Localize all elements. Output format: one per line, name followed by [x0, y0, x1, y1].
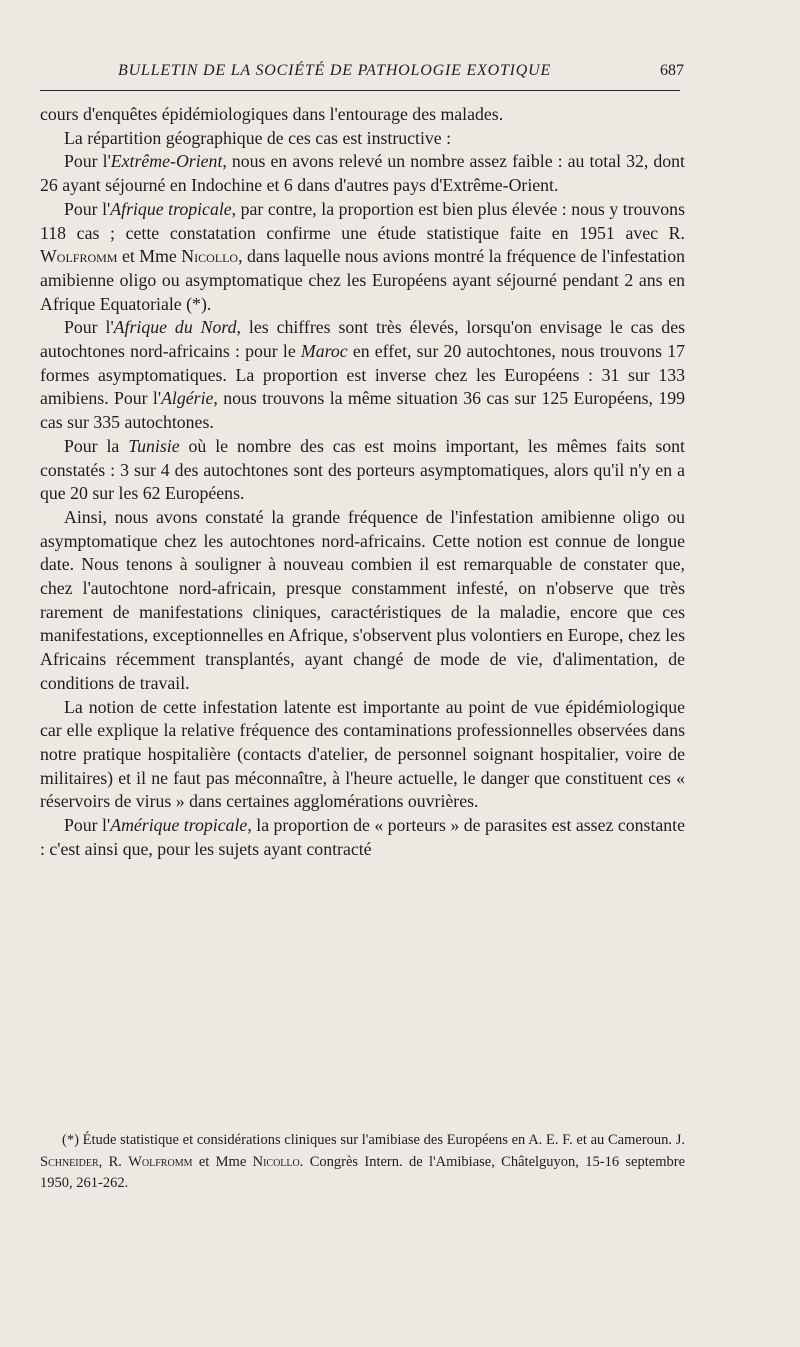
text-run: Pour l' — [64, 198, 111, 219]
paragraph — [40, 435, 685, 506]
text-run: cours d'enquêtes épidémiologiques dans l'entourage des malades. — [40, 104, 504, 124]
author-name: Nicollo — [252, 1153, 300, 1170]
text-run: . Congrès Intern. de l'Amibiase, Châtelguyon, 15-16 septembre 1950, 261-262. — [40, 1153, 686, 1191]
text-run: et Mme — [117, 246, 182, 267]
text-run: et Mme — [192, 1153, 253, 1170]
italic-term: Maroc — [300, 341, 348, 362]
paragraph — [40, 506, 685, 696]
paragraph — [40, 814, 685, 861]
paragraph — [40, 316, 685, 435]
italic-term: Tunisie — [128, 435, 180, 456]
author-name: Nicollo — [181, 246, 239, 267]
text-run: La notion de cette infestation latente est importante au point de vue épidémiologique car elle explique la relative fréquence des contaminations professionnelles observées dans notre pratique hospitalière (contacts d'atelier, de personnel soignant hospitalier, voire de militaires) et il ne faut pas méconnaître, à l'heure actuelle, le danger que constituent ces « réservoirs de virus » dans certaines agglomérations ouvrières. — [40, 696, 685, 812]
text-run: Ainsi, nous avons constaté la grande fréquence de l'infestation amibienne oligo ou asymptomatique chez les autochtones nord-africains. Cette notion est connue de longue date. Nous tenons à souligner à nouveau combien il est remarquable de constater que, chez l'autochtone nord-africain, presque constamment infesté, on n'observe que très rarement de manifestations cliniques, caractéristiques de la maladie, encore que ces manifestations, exceptionnelles en Afrique, s'observent plus volontiers en Europe, chez les Africains récemment transplantés, ayant changé de mode de vie, d'alimentation, de conditions de travail. — [40, 506, 685, 693]
text-run: Pour l' — [64, 317, 114, 338]
author-name: Wolfromm — [128, 1153, 193, 1170]
text-run: , la proportion de « porteurs » de parasites est assez constante : c'est ainsi que, pour les sujets ayant contracté — [40, 815, 685, 859]
italic-term: Amérique tropicale — [110, 815, 248, 836]
text-run: Pour l' — [64, 815, 111, 836]
text-run: La répartition géographique de ces cas est instructive : — [64, 127, 452, 148]
running-title: BULLETIN DE LA SOCIÉTÉ DE PATHOLOGIE EXOTIQUE — [118, 62, 552, 79]
italic-term: Algérie — [161, 388, 214, 409]
footnote-text — [40, 1130, 685, 1195]
paragraph — [40, 198, 685, 317]
text-run: , par contre, la proportion est bien plus élevée : nous y trouvons 118 cas ; cette constatation confirme une étude statistique faite en 1951 avec R. — [40, 198, 685, 243]
italic-term: Extrême-Orient — [110, 151, 223, 172]
paragraph — [40, 150, 685, 197]
author-name: Wolfromm — [40, 246, 118, 267]
text-run: en effet, sur 20 autochtones, nous trouvons 17 formes asymptomatiques. La proportion est inverse chez les Européens : 31 sur 133 amibiens. Pour l' — [40, 341, 685, 409]
text-run: (*) Étude statistique et considérations cliniques sur l'amibiase des Européens en A. E. F. et au Cameroun. J. — [62, 1132, 685, 1148]
text-run: Pour la — [64, 435, 129, 456]
page-header — [40, 62, 684, 91]
paragraph — [40, 103, 685, 127]
text-run: , les chiffres sont très élevés, lorsqu'on envisage le cas des autochtones nord-africains : pour le — [40, 317, 686, 362]
text-run: Pour l' — [64, 151, 111, 172]
footnote — [40, 1130, 685, 1195]
paragraph — [40, 127, 685, 151]
text-run: , dans laquelle nous avions montré la fréquence de l'infestation amibienne oligo ou asymptomatique chez les Européens ayant séjourné pendant 2 ans en Afrique Equatoriale (*). — [40, 246, 685, 314]
italic-term: Afrique du Nord — [113, 317, 237, 338]
text-run: , nous trouvons la même situation 36 cas sur 125 Européens, 199 cas sur 335 autochtones. — [40, 388, 685, 433]
author-name: Schneider — [40, 1153, 99, 1170]
text-run: , R. — [98, 1153, 129, 1170]
body-text — [40, 103, 685, 862]
italic-term: Afrique tropicale — [110, 198, 232, 219]
paragraph — [40, 696, 685, 815]
page-number: 687 — [660, 62, 684, 79]
text-run: , nous en avons relevé un nombre assez faible : au total 32, dont 26 ayant séjourné en Indochine et 6 dans d'autres pays d'Extrême-Orient. — [40, 151, 686, 196]
text-run: où le nombre des cas est moins important, les mêmes faits sont constatés : 3 sur 4 des autochtones sont des porteurs asymptomatiques, alors qu'il n'y en a que 20 sur les 62 Européens. — [40, 435, 685, 504]
